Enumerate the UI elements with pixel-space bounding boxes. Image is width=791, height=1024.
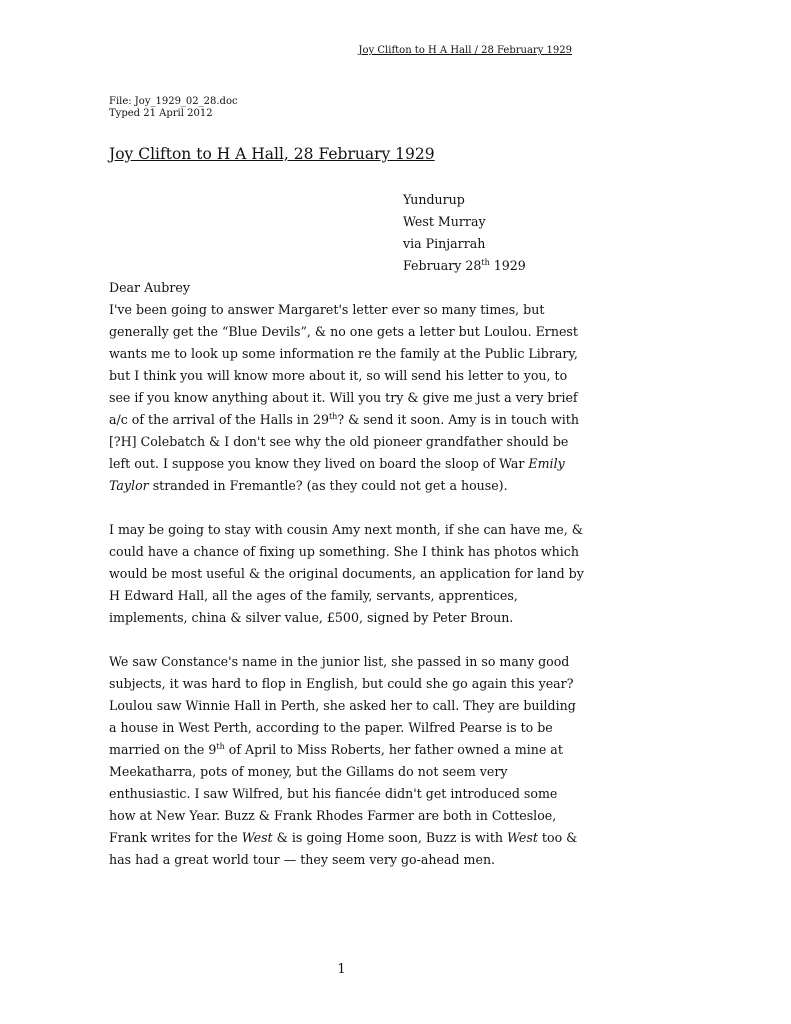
page-number: 1 [337, 962, 346, 977]
paragraph-1: I've been going to answer Margaret's letter ever so many times, but generally get the “Blue Devils”, & no one gets a letter but Loulou. Ernest wants me to look up some information re the family at the Public Library, but I think you will know more about it, so will send his letter to you, to see if you know anything about it. Will you try & give me just a very brief a/c of the arrival of the Halls in 29th? & send it soon. Amy is in touch with [?H] Colebatch & I don't see why the old pioneer grandfather should be left out. I suppose you know they lived on board the sloop of War Emily Taylor stranded in Fremantle? (as they could not get a house). [109, 302, 579, 493]
file-info [109, 96, 238, 120]
letter-body [109, 277, 587, 871]
address-line-3: via Pinjarrah [403, 236, 486, 251]
paragraph-3: We saw Constance's name in the junior list, she passed in so many good subjects, it was hard to flop in English, but could she go again this year? Loulou saw Winnie Hall in Perth, she asked her to call. They are building a house in West Perth, according to the paper. Wilfred Pearse is to be married on the 9th of April to Miss Roberts, her father owned a mine at Meekatharra, pots of money, but the Gillams do not seem very enthusiastic. I saw Wilfred, but his fiancée didn't get introduced some how at New Year. Buzz & Frank Rhodes Farmer are both in Cottesloe, Frank writes for the West & is going Home soon, Buzz is with West too & has had a great world tour — they seem very go-ahead men. [109, 654, 578, 867]
address-line-2: West Murray [403, 214, 486, 229]
newspaper-name: West [507, 830, 538, 845]
salutation: Dear Aubrey [109, 280, 190, 295]
sender-address [403, 189, 526, 277]
running-header: Joy Clifton to H A Hall / 28 February 1929 [358, 45, 572, 56]
newspaper-name: West [241, 830, 273, 845]
typed-date: Typed 21 April 2012 [109, 108, 213, 119]
file-name: File: Joy_1929_02_28.doc [109, 96, 238, 107]
document-title: Joy Clifton to H A Hall, 28 February 1929 [109, 145, 435, 163]
paragraph-2: I may be going to stay with cousin Amy next month, if she can have me, & could have a chance of fixing up something. She I think has photos which would be most useful & the original documents, an application for land by H Edward Hall, all the ages of the family, servants, apprentices, implements, china & silver value, £500, signed by Peter Broun. [109, 522, 584, 625]
ship-name: Emily Taylor [109, 456, 565, 493]
address-line-1: Yundurup [403, 192, 465, 207]
letter-date: February 28th 1929 [403, 257, 526, 273]
